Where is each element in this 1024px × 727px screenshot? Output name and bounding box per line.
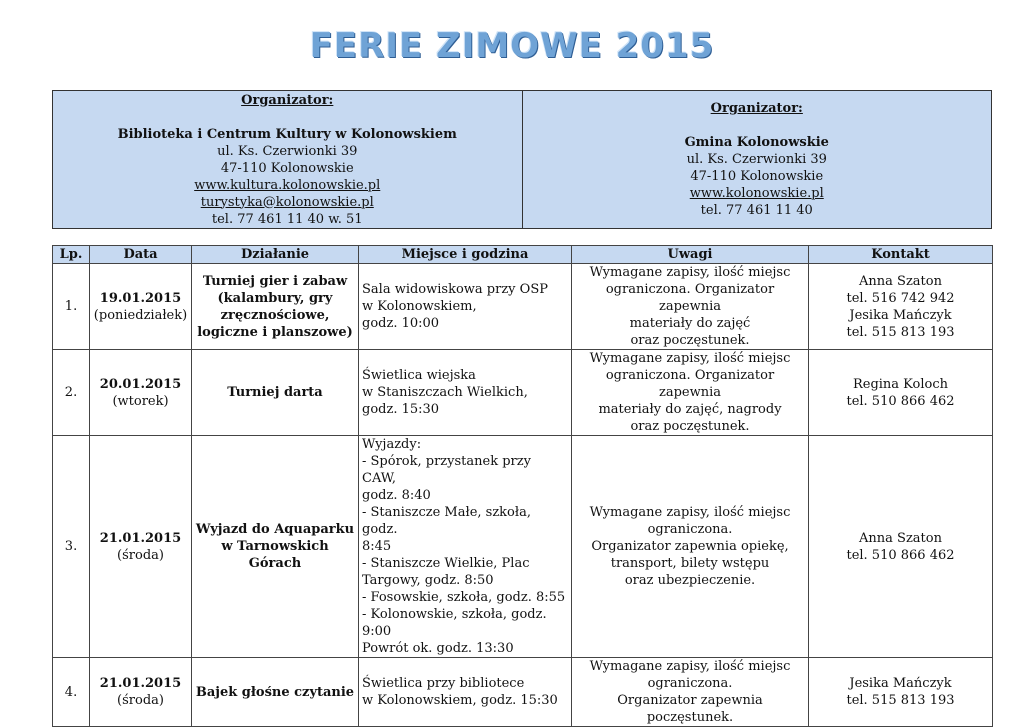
activity-line: Turniej darta (227, 385, 323, 400)
place-line: - Kolonowskie, szkoła, godz. (362, 607, 547, 622)
place-line: godz. 15:30 (362, 402, 440, 417)
notes-line: Wymagane zapisy, ilość miejsc (589, 659, 791, 674)
header-notes: Uwagi (572, 246, 809, 264)
event-date: 20.01.2015 (99, 376, 182, 392)
table-row (53, 436, 993, 658)
header-lp: Lp. (53, 246, 90, 264)
cell-lp: 1. (53, 264, 90, 350)
event-weekday: (poniedziałek) (93, 307, 188, 323)
event-date: 21.01.2015 (99, 676, 182, 691)
organizers-box (52, 90, 992, 229)
notes-line: materiały do zajęć, nagrody (598, 402, 782, 417)
table-row (53, 264, 993, 350)
header-activity: Działanie (192, 246, 359, 264)
notes-line: oraz poczęstunek. (630, 333, 750, 348)
place-line: Targowy, godz. 8:50 (362, 573, 494, 588)
contact-line: Jesika Mańczyk (849, 676, 952, 691)
place-line: Świetlica wiejska (362, 368, 476, 383)
cell-date (90, 436, 192, 658)
place-line: - Fosowskie, szkoła, godz. 8:55 (362, 590, 566, 605)
organizer-heading: Organizator: (710, 101, 803, 116)
event-date: 21.01.2015 (99, 530, 182, 546)
organizer-name: Gmina Kolonowskie (684, 135, 829, 150)
cell-notes (572, 658, 809, 727)
activity-line: zręcznościowe, (220, 307, 330, 323)
cell-lp: 3. (53, 436, 90, 658)
notes-line: Wymagane zapisy, ilość miejsc (589, 351, 791, 366)
notes-line: Wymagane zapisy, ilość miejsc (589, 505, 791, 520)
place-line: w Staniszczach Wielkich, (362, 385, 528, 400)
cell-activity (192, 264, 359, 350)
activity-line: (kalambury, gry (217, 290, 333, 306)
notes-line: Wymagane zapisy, ilość miejsc (589, 265, 791, 280)
place-line: - Staniszcze Wielkie, Plac (362, 556, 530, 571)
cell-contact (809, 350, 993, 436)
place-line: - Spórok, przystanek przy CAW, (362, 454, 531, 486)
organizer-heading: Organizator: (241, 92, 334, 108)
notes-line: transport, bilety wstępu (610, 556, 770, 571)
activity-line: Bajek głośne czytanie (195, 684, 355, 700)
contact-line: Anna Szaton (859, 530, 942, 546)
event-date: 19.01.2015 (99, 290, 182, 306)
cell-place (359, 436, 572, 658)
activity-line: Górach (248, 556, 302, 571)
cell-activity (192, 658, 359, 727)
cell-date (90, 264, 192, 350)
header-place: Miejsce i godzina (359, 246, 572, 264)
place-line: 8:45 (362, 539, 392, 554)
place-line: Powrót ok. godz. 13:30 (362, 641, 514, 656)
organizer-street: ul. Ks. Czerwionki 39 (686, 152, 827, 167)
place-line: godz. 10:00 (362, 316, 440, 331)
event-weekday: (środa) (117, 693, 164, 708)
cell-contact (809, 658, 993, 727)
organizer-name: Biblioteka i Centrum Kultury w Kolonowskiem (117, 126, 457, 142)
activity-line: w Tarnowskich (221, 539, 329, 554)
place-line: Wyjazdy: (362, 437, 422, 452)
cell-contact (809, 264, 993, 350)
organizer-city: 47-110 Kolonowskie (220, 160, 354, 176)
event-weekday: (środa) (117, 547, 164, 563)
place-line: w Kolonowskiem, (362, 299, 477, 314)
activity-line: Turniej gier i zabaw (202, 273, 348, 289)
organizer-website-link[interactable]: www.kultura.kolonowskie.pl (194, 177, 381, 193)
contact-line: tel. 515 813 193 (846, 693, 955, 708)
table-row (53, 350, 993, 436)
table-header-row (53, 246, 993, 264)
organizer-phone: tel. 77 461 11 40 w. 51 (211, 211, 363, 227)
cell-notes (572, 350, 809, 436)
notes-line: ograniczona. (647, 676, 733, 691)
notes-line: ograniczona. Organizator zapewnia (605, 282, 775, 314)
notes-line: ograniczona. Organizator zapewnia (605, 368, 775, 400)
cell-contact (809, 436, 993, 658)
cell-lp: 2. (53, 350, 90, 436)
contact-line: tel. 515 813 193 (846, 324, 955, 340)
events-table (52, 245, 993, 727)
organizer-left (53, 91, 522, 228)
table-row (53, 658, 993, 727)
contact-line: tel. 510 866 462 (846, 547, 955, 563)
notes-line: materiały do zajęć (629, 316, 751, 331)
cell-activity (192, 436, 359, 658)
cell-place (359, 350, 572, 436)
contact-line: tel. 516 742 942 (846, 290, 955, 306)
activity-line: Wyjazd do Aquaparku (195, 522, 355, 537)
place-line: Sala widowiskowa przy OSP (362, 282, 548, 297)
notes-line: ograniczona. (647, 522, 733, 537)
contact-line: Regina Koloch (852, 376, 949, 392)
header-date: Data (90, 246, 192, 264)
cell-notes (572, 264, 809, 350)
organizer-city: 47-110 Kolonowskie (690, 169, 824, 184)
notes-line: oraz poczęstunek. (630, 419, 750, 434)
contact-line: tel. 510 866 462 (846, 393, 955, 409)
place-line: 9:00 (362, 624, 392, 639)
cell-activity (192, 350, 359, 436)
page-title: FERIE ZIMOWE 2015 (309, 26, 715, 66)
notes-line: Organizator zapewnia poczęstunek. (617, 693, 763, 725)
organizer-email-link[interactable]: turystyka@kolonowskie.pl (200, 194, 374, 210)
contact-line: Anna Szaton (859, 273, 942, 289)
organizer-website-link[interactable]: www.kolonowskie.pl (689, 186, 824, 201)
organizer-right (522, 91, 992, 228)
cell-lp: 4. (53, 658, 90, 727)
cell-notes (572, 436, 809, 658)
event-weekday: (wtorek) (112, 393, 169, 409)
place-line: - Staniszcze Małe, szkoła, godz. (362, 505, 531, 537)
cell-place (359, 264, 572, 350)
cell-date (90, 658, 192, 727)
place-line: Świetlica przy bibliotece (362, 676, 525, 691)
header-contact: Kontakt (809, 246, 993, 264)
place-line: godz. 8:40 (362, 488, 431, 503)
organizer-street: ul. Ks. Czerwionki 39 (217, 143, 358, 159)
cell-date (90, 350, 192, 436)
cell-place (359, 658, 572, 727)
place-line: w Kolonowskiem, godz. 15:30 (362, 693, 558, 708)
activity-line: logiczne i planszowe) (197, 324, 353, 340)
notes-line: oraz ubezpieczenie. (624, 573, 756, 588)
organizer-phone: tel. 77 461 11 40 (700, 203, 813, 218)
notes-line: Organizator zapewnia opiekę, (591, 539, 789, 554)
contact-line: Jesika Mańczyk (849, 307, 952, 323)
